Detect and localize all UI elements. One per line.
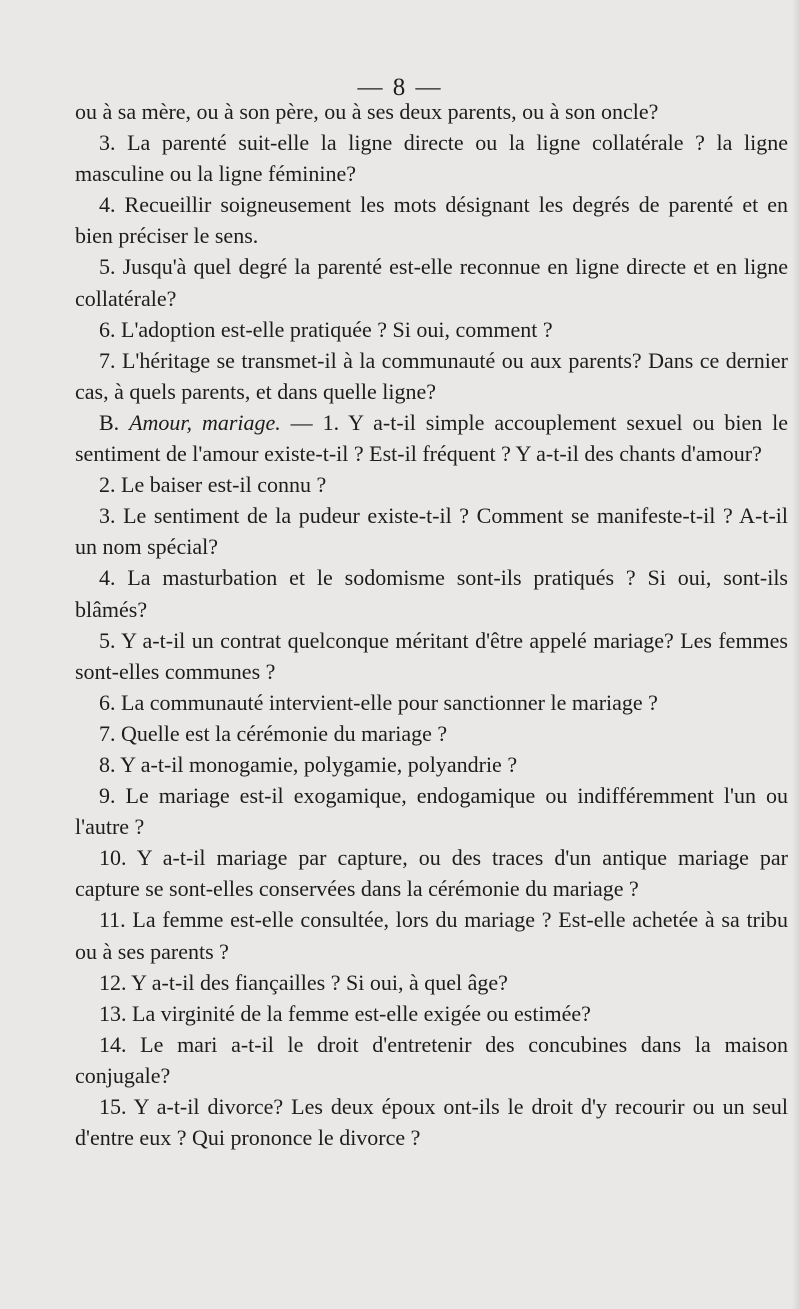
- question-b11: [75, 904, 788, 966]
- question-7: [75, 345, 788, 407]
- page-body: [75, 96, 788, 1153]
- paragraph-text: 15. Y a-t-il divorce? Les deux époux ont-ils le droit d'y recourir ou un seul d'entre eux ? Qui prononce le divorce ?: [75, 1094, 788, 1151]
- question-5: [75, 251, 788, 313]
- question-b14: [75, 1029, 788, 1091]
- paragraph-text: 6. L'adoption est-elle pratiquée ? Si oui, comment ?: [99, 316, 553, 342]
- paragraph-text: 3. La parenté suit-elle la ligne directe ou la ligne collatérale ? la ligne masculine ou la ligne féminine?: [75, 130, 788, 187]
- question-b12: [75, 967, 788, 998]
- paragraph-text: 7. Quelle est la cérémonie du mariage ?: [99, 720, 448, 746]
- paragraph-text: — 1. Y a-t-il simple accouplement sexuel ou bien le sentiment de l'amour existe-t-il ? Est-il fréquent ? Y a-t-il des chants d'amour?: [75, 409, 789, 467]
- question-b5: [75, 625, 788, 687]
- question-b13: [75, 998, 788, 1029]
- question-b9: [75, 780, 788, 842]
- section-heading: Amour, mariage.: [129, 409, 281, 435]
- question-3: [75, 127, 788, 189]
- paragraph-text: 4. Recueillir soigneusement les mots désignant les degrés de parenté et en bien préciser le sens.: [75, 192, 788, 249]
- question-b8: [75, 749, 788, 780]
- paragraph-text: 5. Y a-t-il un contrat quelconque méritant d'être appelé mariage? Les femmes sont-elles communes ?: [75, 627, 788, 684]
- paragraph-text: 8. Y a-t-il monogamie, polygamie, polyandrie ?: [99, 751, 518, 777]
- question-b6: [75, 687, 788, 718]
- paragraph-text: 10. Y a-t-il mariage par capture, ou des traces d'un antique mariage par capture se sont-elles conservées dans la cérémonie du mariage ?: [75, 845, 788, 902]
- paragraph-text: ou à sa mère, ou à son père, ou à ses deux parents, ou à son oncle?: [75, 99, 659, 124]
- question-b7: [75, 718, 788, 749]
- page-edge-shadow: [792, 0, 800, 1309]
- question-b10: [75, 842, 788, 904]
- page-number: — 8 —: [357, 74, 443, 101]
- section-b-amour-mariage: [75, 407, 788, 469]
- paragraph-continuation: [75, 96, 788, 127]
- paragraph-text: 11. La femme est-elle consultée, lors du mariage ? Est-elle achetée à sa tribu ou à ses parents ?: [75, 907, 788, 964]
- paragraph-text: 9. Le mariage est-il exogamique, endogamique ou indifféremment l'un ou l'autre ?: [75, 783, 788, 840]
- question-b2: [75, 469, 788, 500]
- paragraph-text: 3. Le sentiment de la pudeur existe-t-il ? Comment se manifeste-t-il ? A-t-il un nom spécial?: [75, 503, 788, 560]
- paragraph-text: 4. La masturbation et le sodomisme sont-ils pratiqués ? Si oui, sont-ils blâmés?: [75, 565, 788, 622]
- question-b3: [75, 500, 788, 562]
- paragraph-text: 6. La communauté intervient-elle pour sanctionner le mariage ?: [99, 689, 658, 715]
- question-4: [75, 189, 788, 251]
- question-b4: [75, 562, 788, 624]
- paragraph-text: 12. Y a-t-il des fiançailles ? Si oui, à quel âge?: [99, 969, 508, 995]
- question-b15: [75, 1091, 788, 1153]
- paragraph-text: 13. La virginité de la femme est-elle exigée ou estimée?: [99, 1000, 591, 1026]
- paragraph-text: 2. Le baiser est-il connu ?: [99, 472, 327, 498]
- question-6: [75, 314, 788, 345]
- paragraph-text: 7. L'héritage se transmet-il à la communauté ou aux parents? Dans ce dernier cas, à quels parents, et dans quelle ligne?: [75, 347, 788, 404]
- section-label: B.: [99, 409, 120, 435]
- paragraph-text: 5. Jusqu'à quel degré la parenté est-elle reconnue en ligne directe et en ligne collatérale?: [75, 254, 788, 311]
- paragraph-text: 14. Le mari a-t-il le droit d'entretenir des concubines dans la maison conjugale?: [75, 1031, 788, 1088]
